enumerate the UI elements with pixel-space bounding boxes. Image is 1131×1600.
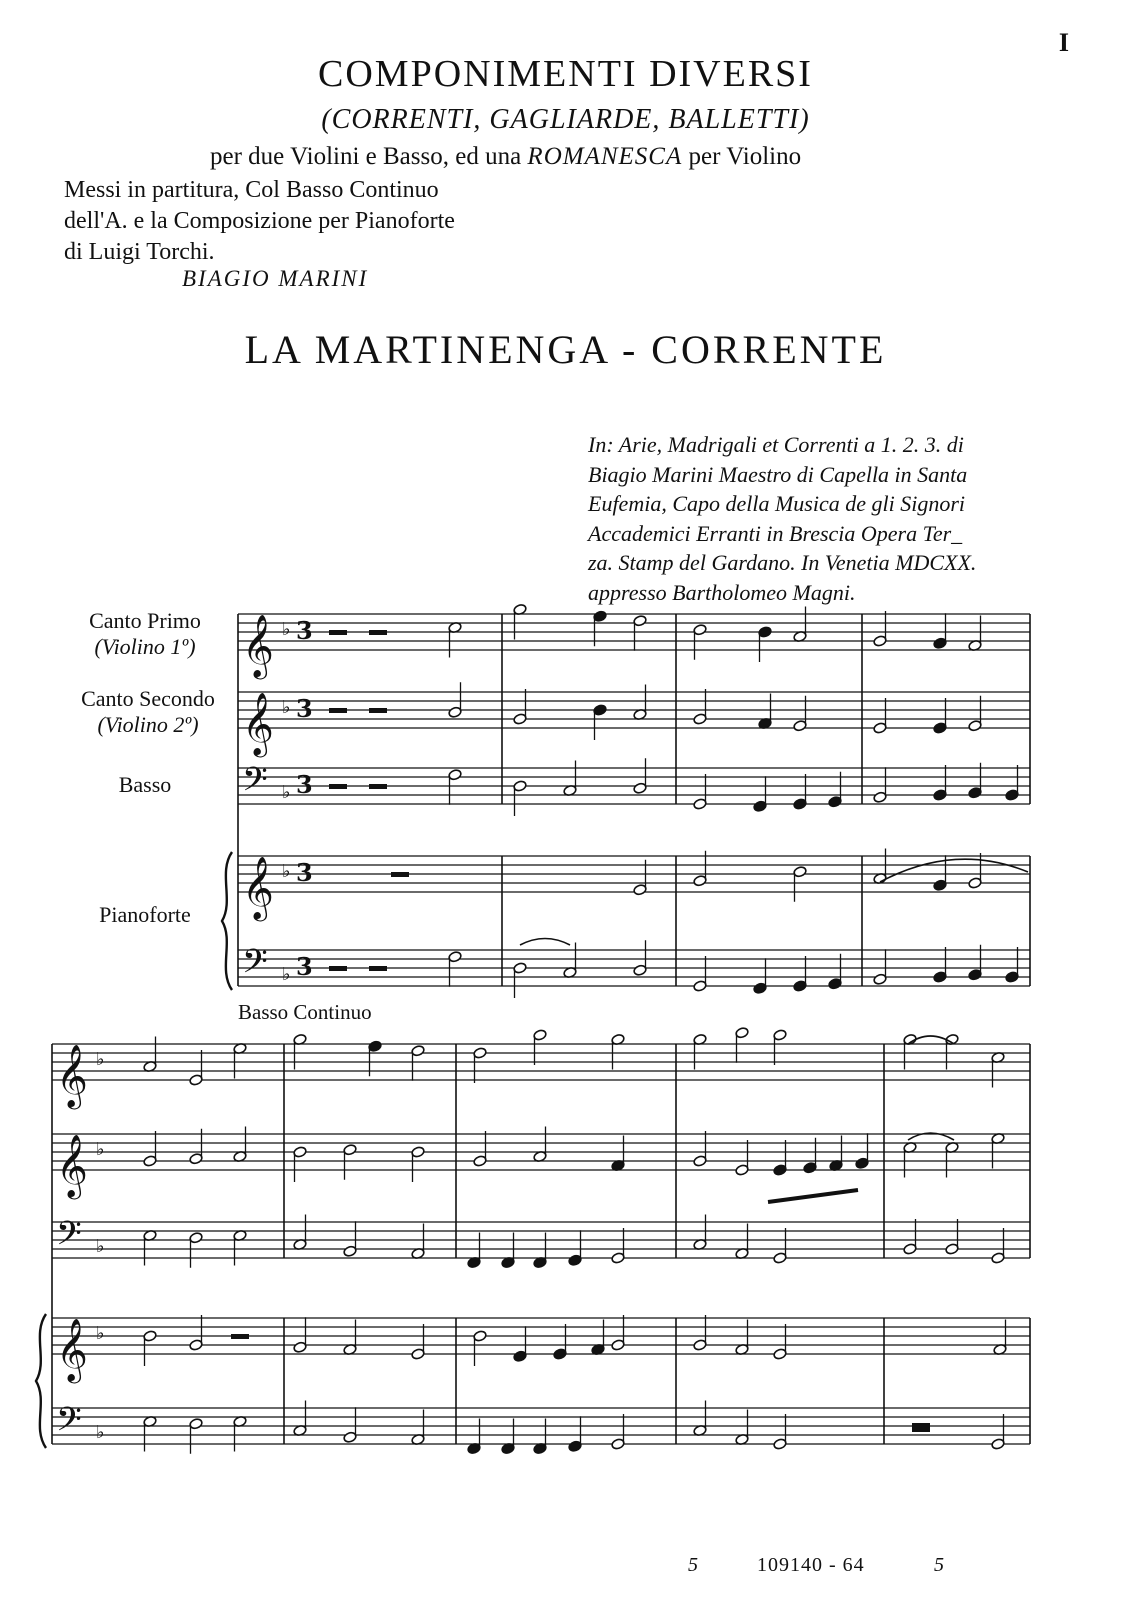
label-basso: Basso xyxy=(118,772,172,797)
tie-icon xyxy=(520,939,570,946)
source-note-line: appresso Bartholomeo Magni. xyxy=(588,579,856,605)
flat-icon: ♭ xyxy=(282,697,291,718)
flat-icon: ♭ xyxy=(96,1422,105,1443)
flat-icon: ♭ xyxy=(96,1236,105,1257)
rest xyxy=(329,966,347,971)
bass-clef-icon: 𝄢 xyxy=(56,1401,82,1447)
beam xyxy=(768,1190,858,1202)
treble-clef-icon: 𝄞 xyxy=(242,692,274,755)
source-note-line: Biagio Marini Maestro di Capella in Santa xyxy=(588,461,968,487)
editor-note-line: dell'A. e la Composizione per Pianoforte xyxy=(64,208,455,234)
label-pianoforte: Pianoforte xyxy=(99,902,191,927)
treble-clef-icon: 𝄞 xyxy=(56,1318,88,1381)
page-number: I xyxy=(1058,28,1069,57)
double-whole-rest xyxy=(912,1423,930,1432)
source-note-line: Eufemia, Capo della Musica de gli Signori xyxy=(588,491,966,516)
time-signature: 3 xyxy=(296,770,313,799)
piece-title: LA MARTINENGA - CORRENTE xyxy=(244,327,887,372)
editor-note-line: Messi in partitura, Col Basso Continuo xyxy=(64,177,439,203)
time-signature: 3 xyxy=(296,616,313,645)
source-note-line: In: Arie, Madrigali et Correnti a 1. 2. 3. di xyxy=(588,432,964,457)
rest xyxy=(329,708,347,713)
source-note-line: za. Stamp del Gardano. In Venetia MDCXX. xyxy=(588,550,977,575)
rest xyxy=(369,966,387,971)
collection-subtitle: (CORRENTI, GAGLIARDE, BALLETTI) xyxy=(321,104,810,135)
rest xyxy=(329,784,347,789)
source-note-line: Accademici Erranti in Brescia Opera Ter_ xyxy=(588,520,963,546)
label-canto-primo: Canto Primo (Violino 1º) xyxy=(89,608,201,659)
flat-icon: ♭ xyxy=(282,782,291,803)
label-canto-secondo: Canto Secondo (Violino 2º) xyxy=(81,686,215,737)
flat-icon: ♭ xyxy=(282,861,291,882)
time-signature: 3 xyxy=(296,694,313,723)
time-signature: 3 xyxy=(296,858,313,887)
brace-icon xyxy=(36,1314,46,1448)
treble-clef-icon: 𝄞 xyxy=(242,856,274,919)
flat-icon: ♭ xyxy=(282,964,291,985)
rest xyxy=(391,872,409,877)
instrumentation-emph: ROMANESCA xyxy=(527,143,683,170)
treble-clef-icon: 𝄞 xyxy=(56,1044,88,1107)
collection-title: COMPONIMENTI DIVERSI xyxy=(318,53,813,95)
flat-icon: ♭ xyxy=(96,1049,105,1070)
rest xyxy=(231,1334,249,1339)
rest xyxy=(329,630,347,635)
rest xyxy=(369,630,387,635)
bass-clef-icon: 𝄢 xyxy=(56,1215,82,1261)
rest xyxy=(369,784,387,789)
bass-clef-icon: 𝄢 xyxy=(242,943,268,989)
treble-clef-icon: 𝄞 xyxy=(242,614,274,677)
treble-clef-icon: 𝄞 xyxy=(56,1134,88,1197)
editor-note-line: di Luigi Torchi. xyxy=(64,239,215,265)
slur-icon xyxy=(880,859,1028,882)
footer-mark-right: 5 xyxy=(934,1554,944,1576)
brace-icon xyxy=(222,852,232,990)
label-basso-continuo: Basso Continuo xyxy=(238,1000,372,1024)
rest xyxy=(369,708,387,713)
instrumentation-prefix: per due Violini e Basso, ed una xyxy=(210,143,522,170)
footer-mark-left: 5 xyxy=(688,1554,698,1576)
flat-icon: ♭ xyxy=(282,619,291,640)
time-signature: 3 xyxy=(296,952,313,981)
composer-name: BIAGIO MARINI xyxy=(182,266,369,291)
bass-clef-icon: 𝄢 xyxy=(242,761,268,807)
plate-number: 109140 - 64 xyxy=(757,1554,865,1576)
instrumentation-suffix: per Violino xyxy=(688,143,802,170)
flat-icon: ♭ xyxy=(96,1323,105,1344)
flat-icon: ♭ xyxy=(96,1139,105,1160)
